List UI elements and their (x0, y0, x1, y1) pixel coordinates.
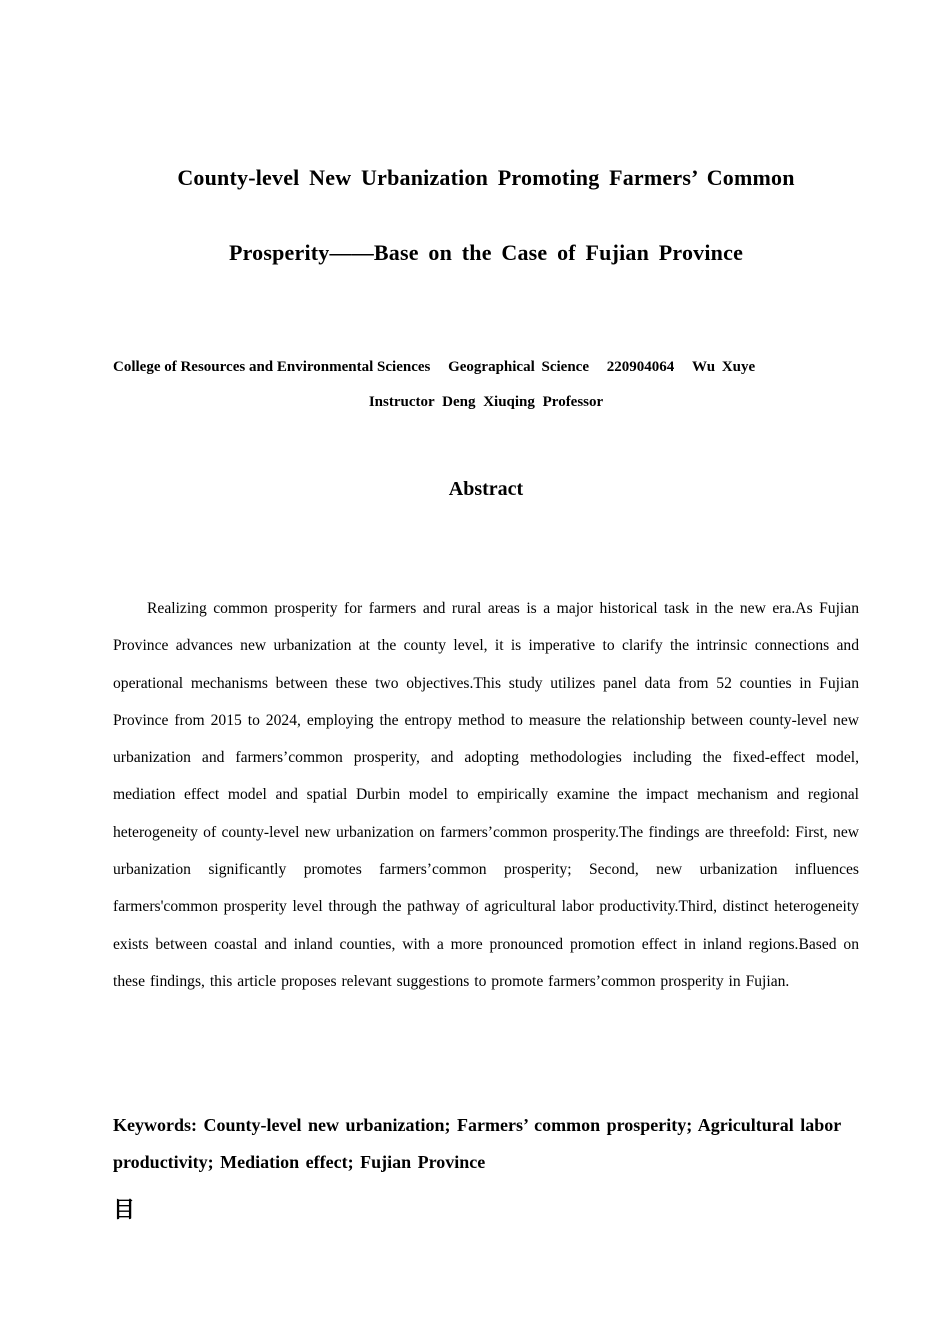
student-id: 220904064 (606, 359, 675, 375)
table-of-contents-heading-fragment: 目 (113, 1198, 136, 1223)
abstract-heading: Abstract (448, 478, 524, 500)
major-name: Geographical Science (448, 359, 589, 375)
abstract-body: Realizing common prosperity for farmers and rural areas is a major historical task in the new era.As Fujian Province advances new urbanization at the county level, it is imperative to clarify the intrinsic connections and operational mechanisms between these two objectives.This study utilizes panel data from 52 counties in Fujian Province from 2015 to 2024, employing the entropy method to measure the relationship between county-level new urbanization and farmers’common prosperity, and adopting methodologies including the fixed-effect model, mediation effect model and spatial Durbin model to empirically examine the impact mechanism and regional heterogeneity of county-level new urbanization on farmers’common prosperity.The findings are threefold: First, new urbanization significantly promotes farmers’common prosperity; Second, new urbanization influences farmers'common prosperity level through the pathway of agricultural labor productivity.Third, distinct heterogeneity exists between coastal and inland counties, with a more pronounced promotion effect in inland regions.Based on these findings, this article proposes relevant suggestions to promote farmers’common prosperity in Fujian. (113, 600, 859, 990)
keywords-line: Keywords: County-level new urbanization; Farmers’ common prosperity; Agricultural labor productivity; Mediation effect; Fujian Province (113, 1115, 841, 1172)
author-name: Wu Xuye (692, 359, 756, 375)
author-info-line (113, 359, 859, 376)
college-name: College of Resources and Environmental Sciences (113, 359, 431, 375)
paper-title-line-1: County-level New Urbanization Promoting Farmers’ Common (177, 165, 795, 190)
paper-title-line-2: Prosperity——Base on the Case of Fujian Province (228, 240, 744, 265)
instructor-line: Instructor Deng Xiuqing Professor (368, 394, 604, 410)
